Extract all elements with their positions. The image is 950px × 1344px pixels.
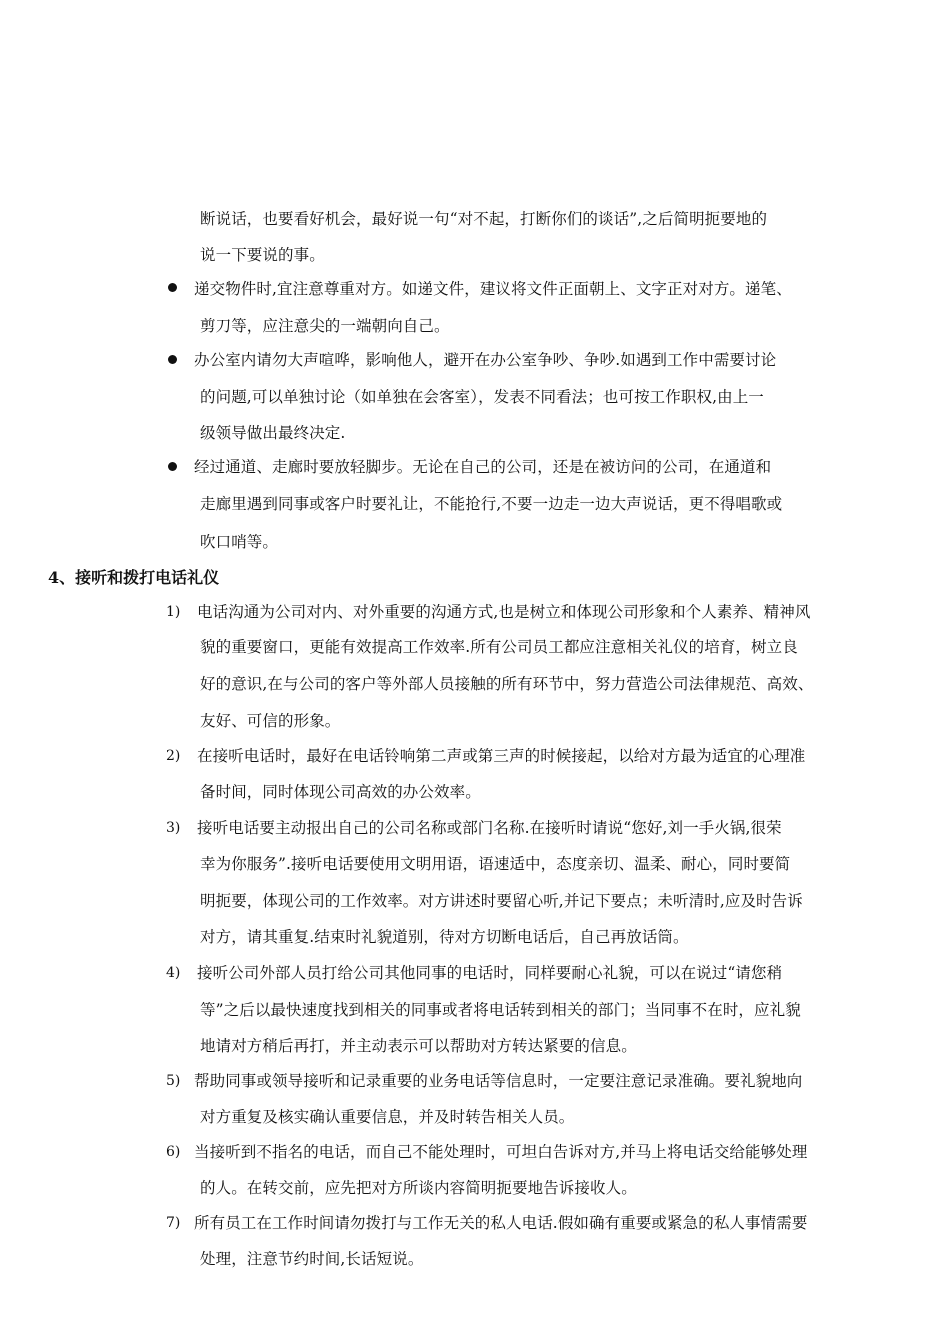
- bullet-line: 递交物件时,宜注意尊重对方。如递文件，建议将文件正面朝上、文字正对对方。递笔、: [194, 280, 792, 298]
- numbered-line: 地请对方稍后再打，并主动表示可以帮助对方转达紧要的信息。: [200, 1037, 637, 1055]
- numbered-line: 在接听电话时，最好在电话铃响第二声或第三声的时候接起，以给对方最为适宜的心理准: [197, 747, 806, 765]
- continuation-line: 说一下要说的事。: [200, 246, 325, 264]
- section-heading: 4、接听和拨打电话礼仪: [48, 568, 220, 587]
- numbered-line: 电话沟通为公司对内、对外重要的沟通方式,也是树立和体现公司形象和个人素养、精神风: [197, 603, 811, 621]
- numbered-line: 接听电话要主动报出自己的公司名称或部门名称.在接听时请说“您好,刘一手火锅,很荣: [197, 819, 782, 837]
- numbered-line: 所有员工在工作时间请勿拨打与工作无关的私人电话.假如确有重要或紧急的私人事情需要: [194, 1214, 808, 1232]
- item-number: 6): [166, 1144, 181, 1160]
- numbered-line: 友好、可信的形象。: [200, 712, 341, 730]
- numbered-line: 幸为你服务”.接听电话要使用文明用语，语速适中，态度亲切、温柔、耐心，同时要简: [200, 855, 791, 873]
- bullet-line: 级领导做出最终决定.: [200, 424, 346, 442]
- numbered-line: 貌的重要窗口，更能有效提高工作效率.所有公司员工都应注意相关礼仪的培育，树立良: [200, 638, 798, 656]
- item-number: 7): [166, 1215, 181, 1231]
- numbered-line: 好的意识,在与公司的客户等外部人员接触的所有环节中，努力营造公司法律规范、高效、: [200, 675, 814, 693]
- bullet-dot: [168, 283, 177, 292]
- bullet-dot: [168, 355, 177, 364]
- bullet-dot: [168, 462, 177, 471]
- continuation-line: 断说话，也要看好机会，最好说一句“对不起，打断你们的谈话”,之后简明扼要地的: [200, 210, 768, 228]
- numbered-line: 对方重复及核实确认重要信息，并及时转告相关人员。: [200, 1108, 575, 1126]
- numbered-line: 帮助同事或领导接听和记录重要的业务电话等信息时，一定要注意记录准确。要礼貌地向: [194, 1072, 803, 1090]
- item-number: 4): [166, 965, 181, 981]
- bullet-line: 经过通道、走廊时要放轻脚步。无论在自己的公司，还是在被访问的公司，在通道和: [194, 458, 772, 476]
- numbered-line: 明扼要，体现公司的工作效率。对方讲述时要留心听,并记下要点；未听清时,应及时告诉: [200, 892, 803, 910]
- item-number: 5): [166, 1073, 181, 1089]
- bullet-line: 办公室内请勿大声喧哗，影响他人，避开在办公室争吵、争吵.如遇到工作中需要讨论: [194, 351, 777, 369]
- numbered-line: 当接听到不指名的电话，而自己不能处理时，可坦白告诉对方,并马上将电话交给能够处理: [194, 1143, 808, 1161]
- numbered-line: 对方，请其重复.结束时礼貌道别，待对方切断电话后，自己再放话筒。: [200, 928, 689, 946]
- item-number: 3): [166, 820, 181, 836]
- numbered-line: 等”之后以最快速度找到相关的同事或者将电话转到相关的部门；当同事不在时，应礼貌: [200, 1001, 801, 1019]
- numbered-line: 接听公司外部人员打给公司其他同事的电话时，同样要耐心礼貌，可以在说过“请您稍: [197, 964, 783, 982]
- item-number: 2): [166, 748, 181, 764]
- numbered-line: 的人。在转交前，应先把对方所谈内容简明扼要地告诉接收人。: [200, 1179, 637, 1197]
- bullet-line: 吹口哨等。: [200, 533, 279, 551]
- bullet-line: 走廊里遇到同事或客户时要礼让，不能抢行,不要一边走一边大声说话，更不得唱歌或: [200, 495, 783, 513]
- bullet-line: 的问题,可以单独讨论（如单独在会客室），发表不同看法；也可按工作职权,由上一: [200, 388, 764, 406]
- numbered-line: 备时间，同时体现公司高效的办公效率。: [200, 783, 481, 801]
- numbered-line: 处理，注意节约时间,长话短说。: [200, 1250, 424, 1268]
- item-number: 1): [166, 604, 181, 620]
- bullet-line: 剪刀等，应注意尖的一端朝向自己。: [200, 317, 450, 335]
